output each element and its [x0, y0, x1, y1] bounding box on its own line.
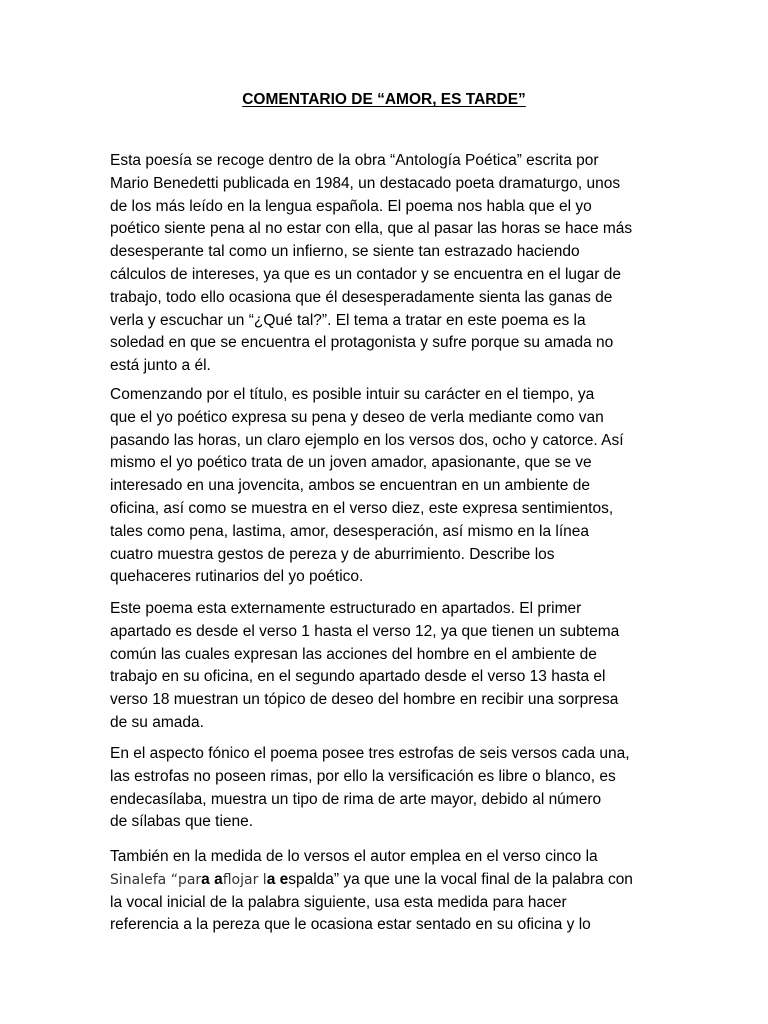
text-line: poético siente pena al no estar con ella, que al pasar las horas se hace más: [110, 220, 633, 238]
paragraph-3: [110, 598, 666, 735]
text-line: apartado es desde el verso 1 hasta el verso 12, ya que tienen un subtema: [110, 622, 620, 640]
sinalefa-segment: flojar l: [222, 871, 267, 888]
text-line: referencia a la pereza que le ocasiona estar sentado en su oficina y lo: [110, 916, 591, 934]
paragraph-2: [110, 384, 666, 589]
text-line: desesperante tal como un infierno, se siente tan estrazado haciendo: [110, 243, 580, 261]
text-line: de los más leído en la lengua española. El poema nos habla que el yo: [110, 197, 592, 215]
text-line: las estrofas no poseen rimas, por ello la versificación es libre o blanco, es: [110, 767, 616, 785]
text-line: de su amada.: [110, 713, 204, 731]
text-line: que el yo poético expresa su pena y deseo de verla mediante como van: [110, 408, 604, 426]
text-line: tales como pena, lastima, amor, desesperación, así mismo en la línea: [110, 522, 590, 540]
sinalefa-segment: Sinalefa “par: [110, 871, 202, 888]
text-line: está junto a él.: [110, 357, 211, 375]
text-line: interesado en una jovencita, ambos se encuentran en un ambiente de: [110, 477, 590, 495]
text-line-sinalefa: [110, 869, 666, 892]
text-line: verla y escuchar un “¿Qué tal?”. El tema a tratar en este poema es la: [110, 311, 586, 329]
paragraph-5: [110, 846, 666, 937]
text-line: cuatro muestra gestos de pereza y de aburrimiento. Describe los: [110, 545, 555, 563]
text-line: endecasílaba, muestra un tipo de rima de arte mayor, debido al número: [110, 790, 602, 808]
text-line: verso 18 muestran un tópico de deseo del hombre en recibir una sorpresa: [110, 691, 619, 709]
text-line: trabajo, todo ello ocasiona que él desesperadamente sienta las ganas de: [110, 288, 613, 306]
text-line: trabajo en su oficina, en el segundo apartado desde el verso 13 hasta el: [110, 668, 606, 686]
page-title: COMENTARIO DE “AMOR, ES TARDE”: [242, 91, 526, 108]
text-line: pasando las horas, un claro ejemplo en los versos dos, ocho y catorce. Así: [110, 431, 624, 449]
text-line: oficina, así como se muestra en el verso diez, este expresa sentimientos,: [110, 499, 614, 517]
text-line: También en la medida de lo versos el autor emplea en el verso cinco la: [110, 848, 598, 865]
paragraph-1: [110, 150, 666, 378]
text-line: quehaceres rutinarios del yo poético.: [110, 568, 364, 586]
text-line: En el aspecto fónico el poema posee tres estrofas de seis versos cada una,: [110, 745, 630, 762]
text-line: Mario Benedetti publicada en 1984, un destacado poeta dramaturgo, unos: [110, 174, 621, 192]
text-line: común las cuales expresan las acciones del hombre en el ambiente de: [110, 645, 597, 663]
text-line: Este poema esta externamente estructurado en apartados. El primer: [110, 600, 582, 617]
text-line: mismo el yo poético trata de un joven amador, apasionante, que se ve: [110, 454, 592, 472]
sinalefa-highlight: a e: [266, 870, 289, 888]
text-line: cálculos de intereses, ya que es un contador y se encuentra en el lugar de: [110, 265, 621, 283]
text-line: la vocal inicial de la palabra siguiente, usa esta medida para hacer: [110, 893, 567, 911]
text-line: soledad en que se encuentra el protagonista y sufre porque su amada no: [110, 334, 614, 352]
text-line: Esta poesía se recoge dentro de la obra “Antología Poética” escrita por: [110, 152, 599, 169]
sinalefa-highlight: a a: [201, 870, 223, 888]
text-line: de sílabas que tiene.: [110, 813, 254, 831]
sinalefa-segment: spalda” ya que une la vocal final de la palabra con: [288, 870, 633, 888]
text-line: Comenzando por el título, es posible intuir su carácter en el tiempo, ya: [110, 386, 595, 403]
paragraph-4: [110, 743, 666, 834]
